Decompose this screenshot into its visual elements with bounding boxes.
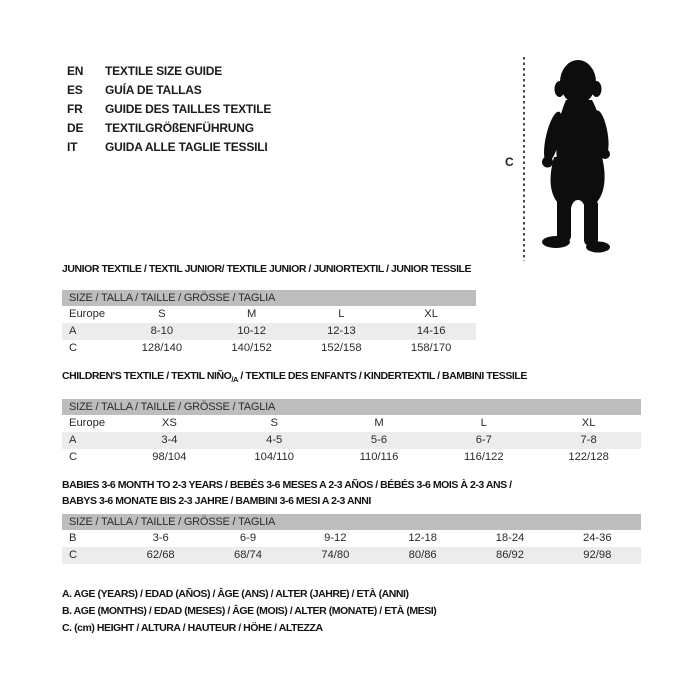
row-cells <box>117 340 476 357</box>
language-guide-title: GUIDE DES TAILLES TEXTILE <box>105 101 272 116</box>
language-row <box>67 99 271 118</box>
toddler-silhouette-icon <box>531 55 623 255</box>
row-label: C <box>69 451 78 464</box>
table-cell: 116/122 <box>463 451 504 464</box>
table-cell: 158/170 <box>410 342 452 354</box>
row-cells <box>117 415 641 432</box>
table-cell: 98/104 <box>152 451 187 464</box>
table-cell: 92/98 <box>583 549 612 561</box>
height-measure-line <box>523 57 525 261</box>
table-cell: 6-7 <box>475 434 492 447</box>
table-cell: L <box>480 417 487 430</box>
table-row <box>62 415 641 432</box>
table-cell: 86/92 <box>495 549 524 561</box>
section-title-junior: JUNIOR TEXTILE / TEXTIL JUNIOR/ TEXTILE JUNIOR / JUNIORTEXTIL / JUNIOR TESSILE <box>62 263 472 275</box>
table-cell: 18-24 <box>495 532 525 544</box>
language-row <box>67 80 271 99</box>
language-guide-title: GUÍA DE TALLAS <box>105 82 202 97</box>
size-header: SIZE / TALLA / TAILLE / GRÖSSE / TAGLIA <box>62 514 641 530</box>
table-cell: 140/152 <box>231 342 272 354</box>
table-cell: 4-5 <box>266 434 283 447</box>
table-row <box>62 306 476 323</box>
title-subscript: /A <box>231 375 238 385</box>
table-cell: 74/80 <box>321 549 350 561</box>
table-cell: 3-6 <box>152 532 169 544</box>
table-cell: 80/86 <box>408 549 437 561</box>
size-table-children <box>62 399 641 466</box>
table-cell: 110/116 <box>359 451 399 464</box>
row-cells <box>117 547 641 564</box>
table-body <box>62 306 476 357</box>
title-part: CHILDREN'S TEXTILE / TEXTIL NIÑO <box>62 370 232 382</box>
table-cell: 3-4 <box>161 434 178 447</box>
language-code: ES <box>67 82 83 97</box>
table-cell: 10-12 <box>237 325 266 337</box>
legend <box>62 586 436 638</box>
table-body <box>62 530 641 564</box>
height-measure-label: C <box>505 155 514 169</box>
table-cell: 68/74 <box>233 549 262 561</box>
row-cells <box>117 449 641 466</box>
table-cell: M <box>246 308 257 320</box>
table-cell: 128/140 <box>141 342 183 354</box>
language-title-list <box>67 61 271 156</box>
table-row <box>62 340 476 357</box>
table-cell: 62/68 <box>146 549 175 561</box>
language-code: DE <box>67 120 84 135</box>
section-children <box>62 370 641 466</box>
table-cell: 14-16 <box>416 325 446 337</box>
language-guide-title: TEXTILGRÖßENFÜHRUNG <box>105 120 254 135</box>
size-table-junior <box>62 290 476 357</box>
legend-line: C. (cm) HEIGHT / ALTURA / HAUTEUR / HÖHE / ALTEZZA <box>62 622 323 635</box>
language-guide-title: TEXTILE SIZE GUIDE <box>105 63 223 78</box>
table-cell: XL <box>581 417 596 430</box>
language-row <box>67 137 271 156</box>
legend-line: A. AGE (YEARS) / EDAD (AÑOS) / ÂGE (ANS) / ALTER (JAHRE) / ETÀ (ANNI) <box>62 588 409 600</box>
table-cell: 8-10 <box>150 325 174 337</box>
table-cell: 24-36 <box>582 532 612 544</box>
section-junior <box>62 263 476 357</box>
language-guide-title: GUIDA ALLE TAGLIE TESSILI <box>105 139 268 154</box>
table-cell: XS <box>161 417 177 430</box>
legend-line: B. AGE (MONTHS) / EDAD (MESES) / ÂGE (MOIS) / ALTER (MONATE) / ETÀ (MESI) <box>62 605 437 618</box>
title-part: / TEXTILE DES ENFANTS / KINDERTEXTIL / BAMBINI TESSILE <box>237 370 527 382</box>
table-cell: L <box>338 308 345 320</box>
size-header: SIZE / TALLA / TAILLE / GRÖSSE / TAGLIA <box>62 290 476 306</box>
row-cells <box>117 306 476 323</box>
row-label: Europe <box>69 417 106 430</box>
table-row <box>62 432 641 449</box>
table-row <box>62 449 641 466</box>
table-cell: 5-6 <box>370 434 388 447</box>
table-cell: 12-18 <box>408 532 437 544</box>
table-cell: 104/110 <box>254 451 294 464</box>
language-code: IT <box>67 139 78 154</box>
table-cell: 12-13 <box>327 325 356 337</box>
table-cell: 122/128 <box>568 451 609 464</box>
row-label: Europe <box>69 308 106 320</box>
table-cell: 7-8 <box>580 434 597 447</box>
language-code: FR <box>67 101 83 116</box>
table-cell: 152/158 <box>321 342 362 354</box>
table-body <box>62 415 641 466</box>
size-table-babies <box>62 514 641 564</box>
row-label: C <box>69 342 78 354</box>
row-cells <box>117 432 641 449</box>
table-cell: S <box>158 308 166 320</box>
table-cell: M <box>374 417 384 430</box>
table-row <box>62 323 476 340</box>
size-header: SIZE / TALLA / TAILLE / GRÖSSE / TAGLIA <box>62 399 641 415</box>
table-row <box>62 547 641 564</box>
row-label: C <box>69 549 78 561</box>
table-cell: 6-9 <box>239 532 257 544</box>
section-title-babies-line1: BABIES 3-6 MONTH TO 2-3 YEARS / BEBÉS 3-6 MESES A 2-3 AÑOS / BÉBÉS 3-6 MOIS À 2-3 ANS / <box>62 479 512 491</box>
section-babies <box>62 477 641 564</box>
table-row <box>62 530 641 547</box>
table-cell: S <box>270 417 278 430</box>
language-row <box>67 118 271 137</box>
table-cell: 9-12 <box>324 532 347 544</box>
section-title-children <box>62 370 641 386</box>
language-code: EN <box>67 63 84 78</box>
row-label: B <box>69 532 77 544</box>
row-label: A <box>69 434 77 447</box>
row-cells <box>117 530 641 547</box>
language-row <box>67 61 271 80</box>
row-label: A <box>69 325 77 337</box>
row-cells <box>117 323 476 340</box>
table-cell: XL <box>424 308 438 320</box>
section-title-babies-line2: BABYS 3-6 MONATE BIS 2-3 JAHRE / BAMBINI 3-6 MESI A 2-3 ANNI <box>62 495 371 507</box>
